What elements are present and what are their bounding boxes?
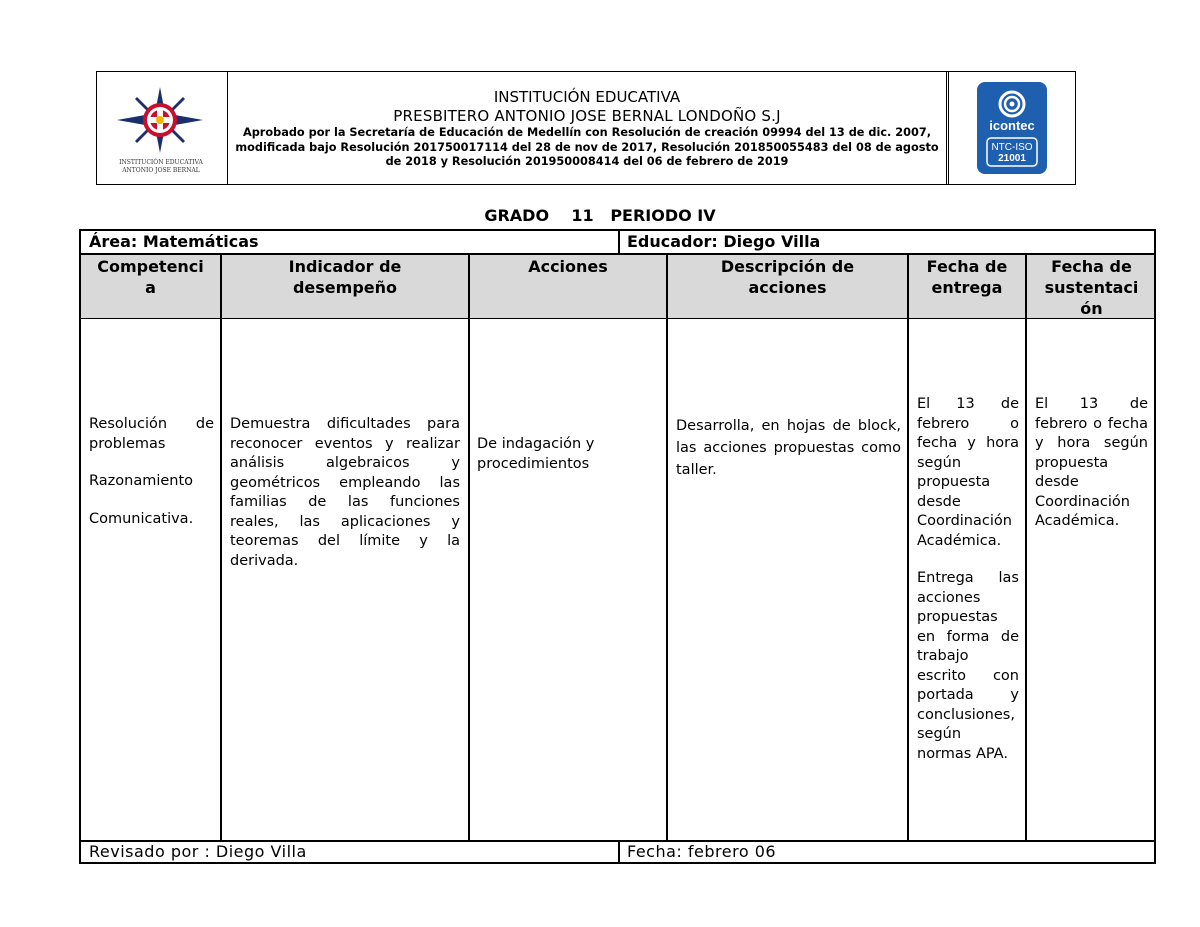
footer-row <box>81 842 1154 862</box>
descripcion-text: Desarrolla, en hojas de block, las acciones propuestas como taller. <box>676 418 901 478</box>
badge-cert-line2: 21001 <box>998 153 1026 164</box>
badge-cert-line1: NTC-ISO <box>991 142 1033 153</box>
fecha-sustentacion-cell <box>1025 319 1156 840</box>
logo-caption-line2: ANTONIO JOSE BERNAL <box>122 167 200 174</box>
approval-resolution-text: Aprobado por la Secretaría de Educación de Medellín con Resolución de creación 09994 del 13 de dic. 2007, modificada bajo Resolución 201750017114 del 28 de nov de 2017, Resolución 201850055483 del 08 de agosto de 2018 y Resolución 201950008414 del 06 de febrero de 2019 <box>235 126 939 168</box>
acciones-cell <box>468 319 666 840</box>
indicador-text: Demuestra dificultades para reconocer eventos y realizar análisis algebraicos y geométricos empleando las familias de las funciones reales, las aplicaciones y teoremas del límite y la derivada. <box>230 416 460 569</box>
column-header-competencia: Competenci a <box>97 257 204 297</box>
column-header-acciones: Acciones <box>468 255 666 318</box>
competencia-item: Razonamiento <box>89 473 194 489</box>
institution-name-line1: INSTITUCIÓN EDUCATIVA <box>493 88 681 106</box>
fecha-footer-cell <box>618 842 1156 862</box>
planning-table <box>79 229 1156 864</box>
logo-caption-line1: INSTITUCIÓN EDUCATIVA <box>119 159 203 166</box>
institution-name-line2: PRESBITERO ANTONIO JOSE BERNAL LONDOÑO S.J <box>393 107 781 125</box>
content-row <box>81 319 1154 842</box>
fecha-footer-label: Fecha: febrero 06 <box>627 842 777 861</box>
area-label: Área: Matemáticas <box>89 232 259 251</box>
indicador-cell <box>220 319 468 840</box>
column-header-row <box>81 255 1154 319</box>
competencia-item: Resolución de problemas <box>89 416 214 452</box>
descripcion-cell <box>666 319 907 840</box>
educator-label: Educador: Diego Villa <box>627 232 821 251</box>
institution-logo <box>115 85 205 155</box>
competencia-item: Comunicativa. <box>89 510 194 527</box>
column-header-fecha-entrega: Fecha de entrega <box>907 255 1025 318</box>
icontec-logo-icon <box>977 82 1047 174</box>
entrega-instructions-text: Entrega las acciones propuestas en forma de trabajo escrito con portada y conclusiones, según normas APA. <box>917 570 1019 762</box>
column-header-indicador: Indicador de desempeño <box>220 255 468 318</box>
certification-badge-cell <box>946 72 1078 184</box>
area-educator-row <box>81 231 1154 255</box>
fecha-entrega-cell <box>907 319 1025 840</box>
icontec-badge <box>977 82 1047 174</box>
column-header-descripcion: Descripción de acciones <box>666 255 907 318</box>
institution-info <box>228 72 946 184</box>
column-header-fecha-sustentacion: Fecha de sustentaci ón <box>1025 255 1156 318</box>
educator-cell <box>618 231 1156 253</box>
revisado-label: Revisado por : Diego Villa <box>89 842 307 861</box>
acciones-text: De indagación y procedimientos <box>477 436 595 472</box>
document-header <box>96 71 1076 185</box>
fecha-entrega-text: El 13 de febrero o fecha y hora según propuesta desde Coordinación Académica. <box>917 396 1019 549</box>
badge-brand: icontec <box>989 118 1035 133</box>
institution-logo-cell <box>97 72 228 184</box>
fecha-sustentacion-text: El 13 de febrero o fecha y hora según propuesta desde Coordinación Académica. <box>1035 396 1148 529</box>
grade-period-title: GRADO 11 PERIODO IV <box>484 206 716 225</box>
competencia-cell <box>81 319 220 840</box>
